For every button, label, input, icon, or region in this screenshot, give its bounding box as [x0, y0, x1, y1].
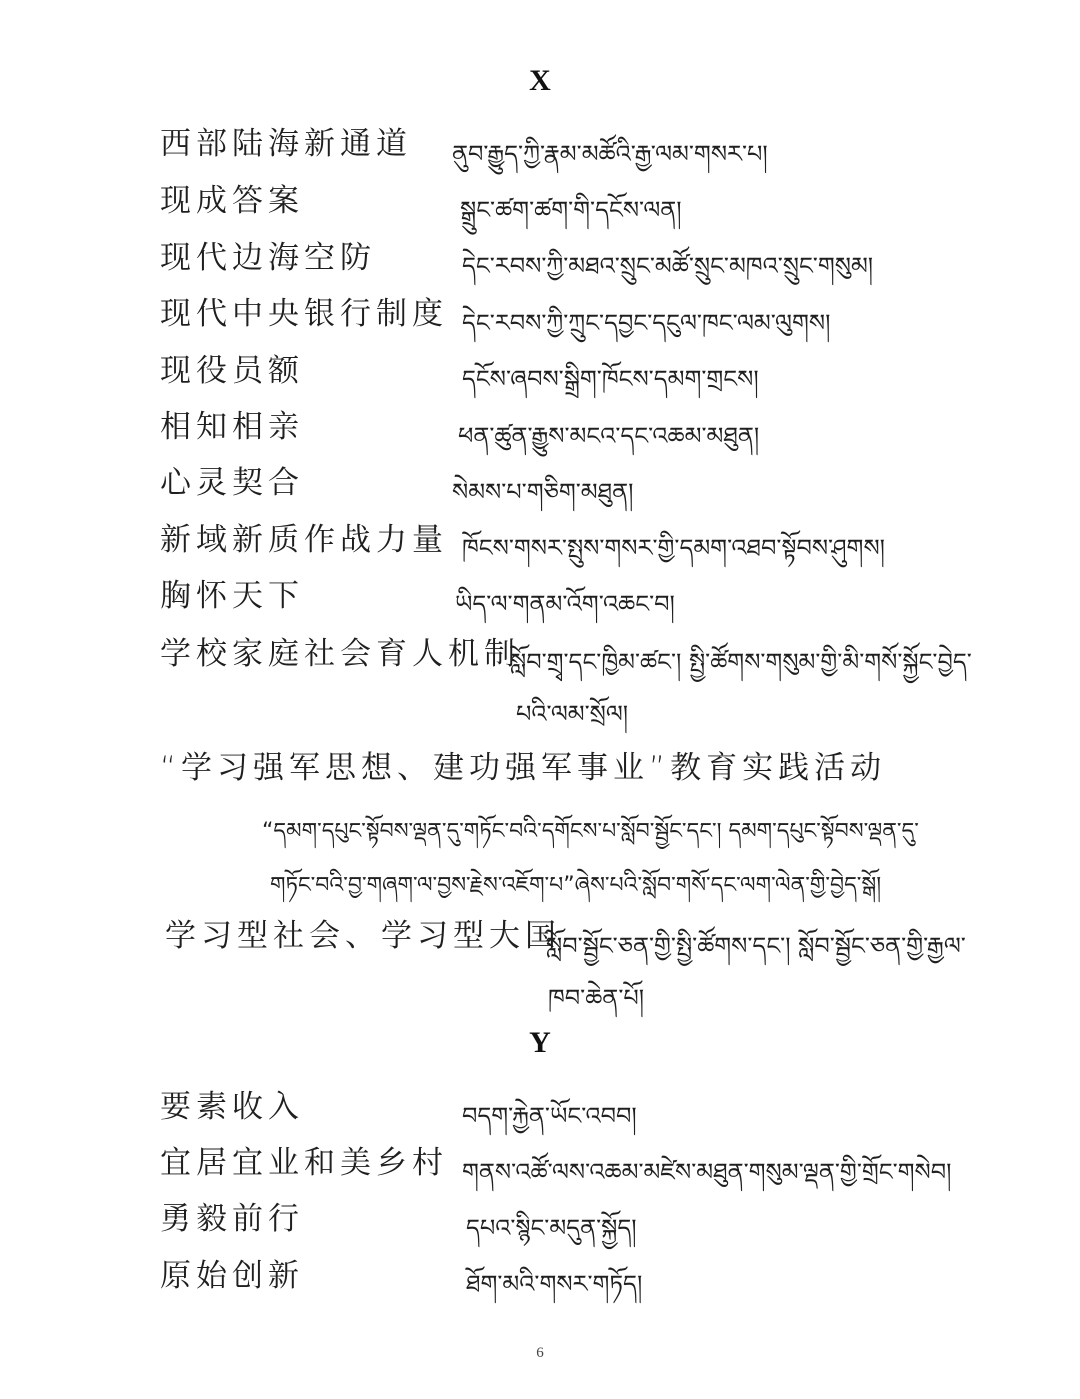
term-tibetan: སྒྲུང་ཚག་ཚག་གི་དངོས་ལན།: [460, 196, 682, 224]
term-tibetan: དེང་རབས་ཀྱི་མཐའ་སྲུང་མཚོ་སྲུང་མཁའ་སྲུང་གསུམ།: [462, 252, 874, 280]
term-chinese: 要素收入: [160, 1089, 304, 1125]
term-chinese: 心灵契合: [160, 465, 304, 501]
section-letter-y: Y: [529, 1026, 551, 1059]
term-tibetan: ཡིད་ལ་གནམ་འོག་འཆང་བ།: [455, 590, 675, 618]
term-tibetan: ཁོངས་གསར་སྤུས་གསར་གྱི་དམག་འཐབ་སྟོབས་ཤུགས།: [462, 534, 885, 562]
term-chinese: 学习型社会、学习型大国: [165, 918, 561, 954]
term-chinese: “学习强军思想、建功强军事业”教育实践活动: [160, 750, 887, 786]
term-chinese: 原始创新: [160, 1258, 304, 1294]
term-chinese: 胸怀天下: [160, 578, 304, 614]
term-tibetan: སེམས་པ་གཅིག་མཐུན།: [452, 478, 634, 506]
term-tibetan-continued: པའི་ལམ་སྲོལ།: [516, 700, 629, 728]
page-number: 6: [536, 1345, 544, 1361]
term-tibetan: “དམག་དཔུང་སྟོབས་ལྡན་དུ་གཏོང་བའི་དགོངས་པ་སློབ་སྦྱོང་དང་། དམག་དཔུང་སྟོབས་ལྡན་དུ་: [262, 819, 919, 844]
term-chinese: 相知相亲: [160, 409, 304, 445]
term-tibetan: སློབ་སྦྱོང་ཅན་གྱི་སྤྱི་ཚོགས་དང་། སློབ་སྦྱོང་ཅན་གྱི་རྒྱལ་: [546, 932, 966, 960]
term-tibetan: དཔའ་སྙིང་མདུན་སྐྱོད།: [466, 1214, 637, 1242]
term-tibetan: ཕན་ཚུན་རྒྱུས་མངའ་དང་འཆམ་མཐུན།: [458, 422, 760, 450]
term-chinese: 现成答案: [160, 183, 304, 219]
term-chinese: 宜居宜业和美乡村: [160, 1145, 448, 1181]
term-chinese: 西部陆海新通道: [160, 126, 412, 162]
term-tibetan: ཐོག་མའི་གསར་གཏོད།: [466, 1270, 643, 1298]
term-tibetan: བདག་རྐྱེན་ཡོང་འབབ།: [462, 1102, 637, 1130]
term-tibetan: སློབ་གྲྭ་དང་ཁྱིམ་ཚང་། སྤྱི་ཚོགས་གསུམ་གྱི་མི་གསོ་སྐྱོང་བྱེད་: [510, 648, 972, 676]
term-chinese: 学校家庭社会育人机制: [160, 636, 520, 672]
term-tibetan-continued: གཏོང་བའི་བྱ་གཞག་ལ་བྱས་རྗེས་འཇོག་པ”ཞེས་པའི་སློབ་གསོ་དང་ལག་ལེན་གྱི་བྱེད་སྒོ།: [270, 873, 882, 898]
section-letter-x: X: [529, 64, 551, 97]
term-tibetan: དེང་རབས་ཀྱི་ཀྲུང་དབྱང་དངུལ་ཁང་ལམ་ལུགས།: [462, 309, 831, 337]
term-tibetan: གནས་འཚོ་ལས་འཆམ་མཛེས་མཐུན་གསུམ་ལྡན་གྱི་གྲོང་གསེབ།: [462, 1158, 952, 1186]
term-chinese: 勇毅前行: [160, 1201, 304, 1237]
term-chinese: 现役员额: [160, 353, 304, 389]
term-tibetan-continued: ཁབ་ཆེན་པོ།: [548, 984, 645, 1012]
term-tibetan: ནུབ་རྒྱུད་ཀྱི་རྣམ་མཚོའི་རྒྱ་ལམ་གསར་པ།: [452, 140, 768, 168]
term-chinese: 现代边海空防: [160, 240, 376, 276]
term-chinese: 现代中央银行制度: [160, 296, 448, 332]
term-chinese: 新域新质作战力量: [160, 522, 448, 558]
term-tibetan: དངོས་ཞབས་སྒྲིག་ཁོངས་དམག་གྲངས།: [462, 365, 759, 393]
